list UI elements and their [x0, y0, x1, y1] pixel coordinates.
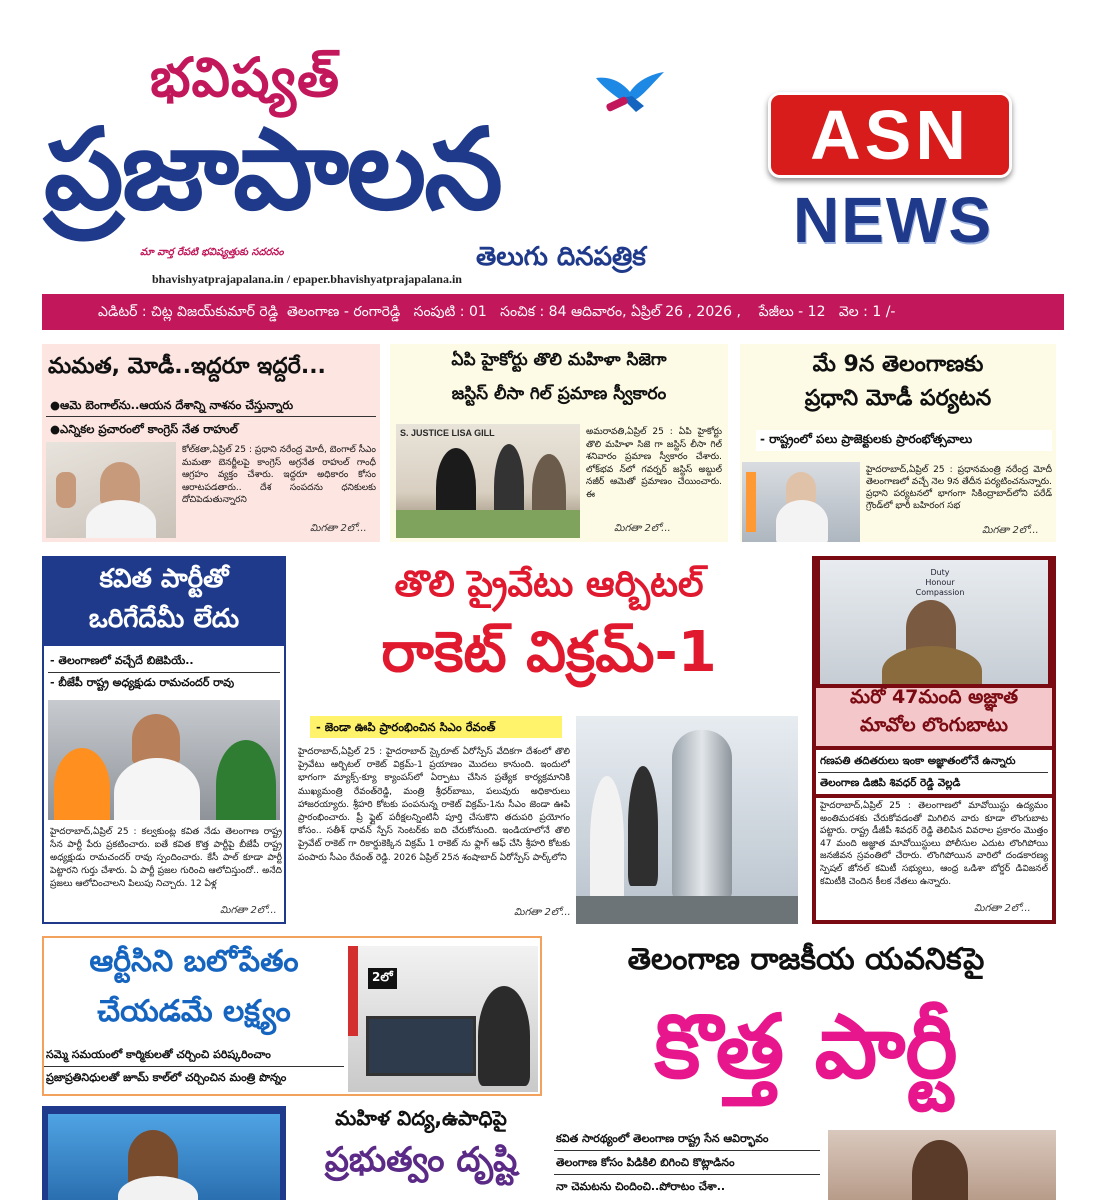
story-bullet: తెలంగాణ డిజిపి శివధర్ రెడ్డి వెల్లడి	[820, 777, 961, 789]
pm-modi-photo	[742, 462, 860, 542]
story-subhead: - రాష్ట్రంలో పలు ప్రాజెక్టులకు ప్రారంభోత్సవాలు	[756, 430, 1052, 451]
asn-news-logo	[768, 92, 1018, 258]
story-bullet: - తెలంగాణలో వచ్చేదే బిజెపియే..	[50, 654, 194, 667]
story-headline-main: రాకెట్ విక్రమ్-1	[381, 620, 717, 685]
masthead-title-top: భవిష్యత్	[150, 46, 340, 109]
story-mamata-modi	[42, 344, 380, 542]
rahul-gandhi-photo	[46, 442, 176, 538]
minister-ponnam-zoom-photo	[348, 946, 538, 1092]
masthead-title-main: ప్రజాపాలన	[44, 105, 501, 235]
story-new-party	[554, 936, 1058, 1118]
story-bullet: సమ్మె సమయంలో కార్మికులతో చర్చించి పరిష్కరించాం	[46, 1048, 271, 1061]
kavitha-photo	[828, 1130, 1056, 1200]
masthead-urls[interactable]: bhavishyatprajapalana.in / epaper.bhavishyatprajapalana.in	[152, 272, 462, 286]
justice-lisa-gill-photo	[396, 424, 580, 538]
asn-logo-text: ASN	[810, 96, 970, 174]
story-more-link[interactable]: మిగతా 2లో...	[220, 905, 277, 916]
story-body: హైదరాబాద్,ఏప్రిల్ 25 : ప్రధానమంత్రి నరేంద్ర మోదీ తెలంగాణలో వచ్చే నెల 9న తేదీన పర్యటించనున్నారు. ప్రధాని పర్యటనలో భాగంగా సికింద్రాబాద్‌లోని పరేడ్ గ్రౌండ్‌లో భారీ బహిరంగ సభ	[866, 465, 1052, 511]
story-bullet: తెలంగాణ కోసం పిడికిలి బిగించి కొట్లాడినం	[556, 1156, 735, 1169]
story-more-link[interactable]: మిగతా 2లో...	[982, 525, 1039, 536]
story-bullet: నా చెమటను చిందించి..పోరాటం చేశా..	[556, 1180, 726, 1193]
story-headline: ఏపి హైకోర్టు తొలి మహిళా సిజెగా	[451, 350, 667, 370]
photo-caption: S. JUSTICE LISA GILL	[400, 428, 495, 438]
story-kavitha-telangana-sena	[554, 1126, 820, 1200]
photo-text: Honour	[925, 578, 955, 587]
story-body: హైదరాబాద్,ఏప్రిల్ 25 : తెలంగాణలో మావోయిస్టు ఉద్యమం అంతిమదశకు చేరుకోవడంతో మిగిలిన వారు కూడా లొంగుబాట పట్టారు. రాష్ట్ర డీజీపీ శివధర్ రెడ్డి తెలిపిన వివరాల ప్రకారం మొత్తం 47 మంది అజ్ఞాత మావోయిస్టులు పోలీసుల ఎదుట లొంగిపోయి జనజీవన స్రవంతిలో చేరారు. లొంగిపోయిన వారిలో దండకారణ్య స్పెషల్ జోనల్ కమిటీ సభ్యులు, ఆంధ్ర ఒడిశా బోర్డర్ డివిజనల్ కమిటీకి చెందిన కీలక నేతలు ఉన్నారు.	[820, 801, 1048, 887]
photo-badge: 2లో	[368, 968, 397, 989]
ramchander-rao-photo	[48, 700, 280, 820]
story-headline-main: కొత్త పార్టీ	[654, 995, 958, 1098]
story-modi-visit	[740, 344, 1056, 542]
story-headline: మావోల లొంగుబాటు	[860, 714, 1008, 736]
story-body: హైదరాబాద్,ఏప్రిల్ 25 : హైదరాబాద్ స్కైరూట్ ఏరోస్పేస్ వేదికగా దేశంలో తొలి ప్రైవేటు ఆర్బిటల్ రాకెట్ విక్రమ్-1 ప్రయాణం మొదలు కానుంది. ఇందులో భాగంగా మ్యాక్స్-క్యూ క్యాంపస్‌లో ఏర్పాటు చేసిన ప్రత్యేక కార్యక్రమానికి ముఖ్యమంత్రి రేవంత్‌రెడ్డి, మంత్రి శ్రీధర్‌బాబు, పలువురు అధికారులు హాజరయ్యారు. శ్రీహరి కోటకు పంపనున్న రాకెట్ విక్రమ్-1ను సీఎం జెండా ఊపి ప్రారంభించారు. ప్రీ ఫ్లైట్ పరీక్షలన్నింటినీ పూర్తి చేసుకొని తదుపరి ప్రయోగం కోసం.. సతీశ్ ధావన్ స్పేస్ సెంటర్‌కు ఐది చేరుకోనుంది. ఇండియాలోనే తొలి ప్రైవేట్ రాకెట్ గా రికార్డుకెక్కిన విక్రమ్ 1 రాకెట్ ను ఫ్లాగ్ ఆఫ్ చేసి శ్రీహరి కోటకు పంపారు సీఎం రేవంత్ రెడ్డి. 2026 ఏప్రిల్ 25న శంషాబాద్ ఏరోస్పేస్ పార్క్‌లోని	[298, 747, 570, 863]
story-bullet: ●ఎన్నికల ప్రచారంలో కాంగ్రెస్ నేత రాహుల్	[50, 422, 238, 436]
story-headline: ప్రభుత్వం దృష్టి	[324, 1140, 518, 1180]
photo-text: Compassion	[915, 588, 965, 597]
story-ap-high-court	[390, 344, 728, 542]
story-bullet: ●ఆమె బెంగాల్‌ను..ఆయన దేశాన్ని నాశనం చేస్తున్నారు	[50, 398, 294, 412]
masthead-subtitle: తెలుగు దినపత్రిక	[476, 242, 646, 272]
story-maoist-surrender	[812, 556, 1056, 924]
story-headline: మమత, మోడీ..ఇద్దరూ ఇద్దరే...	[48, 354, 326, 379]
speaker-photo	[48, 1114, 280, 1200]
info-bar	[42, 294, 1064, 330]
story-more-link[interactable]: మిగతా 2లో...	[310, 523, 367, 534]
story-bullet: ప్రజాప్రతినిధులతో జూమ్ కాల్‌లో చర్చించిన మంత్రి పొన్నం	[46, 1071, 287, 1084]
story-bullet: గణపతి తదితరులు ఇంకా అజ్ఞాతంలోనే ఉన్నారు	[820, 755, 1016, 767]
story-headline: మరో 47మంది అజ్ఞాత	[849, 686, 1019, 708]
story-vikram-rocket	[296, 556, 802, 924]
story-headline: జస్టిస్ లీసా గిల్ ప్రమాణ స్వీకారం	[451, 384, 667, 404]
story-headline: మే 9న తెలంగాణకు	[812, 352, 984, 377]
story-headline: ఒరిగేదేమీ లేదు	[88, 604, 240, 634]
story-body: అమరావతి,ఏప్రిల్ 25 : ఏపి హైకోర్టు తొలి మహిళా సిజె గా జస్టిస్ లీసా గిల్ శనివారం ప్రమాణ స్వీకారం చేశారు. లోక్‌భవ న్‌లో గవర్నర్ జస్టిస్ అబ్దుల్ నజీర్ ఆమెతో ప్రమాణం చేయించారు. ఈ	[586, 427, 722, 500]
rocket-launch-photo	[576, 716, 798, 924]
info-bar-text: ఎడిటర్ : చిట్ల విజయ్‌కుమార్ రెడ్డి తెలంగాణ - రంగారెడ్డి సంపుటి : 01 సంచిక : 84 ఆదివారం, ఏప్రిల్ 26 , 2026 , పేజీలు - 12 వెల : 1 /-	[98, 304, 896, 320]
story-bullet: - బీజేపీ రాష్ట్ర అధ్యక్షుడు రామచందర్ రావు	[50, 676, 235, 689]
masthead-tagline: మా వార్త రేపటి భవిష్యత్తుకు సదరనం	[140, 247, 284, 258]
story-more-link[interactable]: మిగతా 2లో...	[974, 903, 1031, 914]
story-more-link[interactable]: మిగతా 2లో...	[514, 907, 571, 918]
story-headline: మహిళ విద్య,ఉపాధిపై	[335, 1106, 507, 1130]
story-headline: కవిత పార్టీతో	[99, 564, 229, 594]
story-more-link[interactable]: మిగతా 2లో...	[614, 523, 671, 534]
story-headline: ప్రధాని మోడీ పర్యటన	[804, 386, 992, 411]
story-headline: చేయడమే లక్ష్యం	[97, 994, 291, 1029]
story-rtc	[42, 936, 542, 1096]
story-subhead: - జెండా ఊపి ప్రారంభించిన సిఎం రేవంత్	[310, 716, 562, 738]
news-logo-text: NEWS	[793, 184, 993, 256]
story-bullet: కవిత సారథ్యంలో తెలంగాణ రాష్ట్ర సేన ఆవిర్భావం	[556, 1132, 769, 1145]
story-body: కోల్‌కతా,ఏప్రిల్ 25 : ప్రధాని నరేంద్ర మోదీ, బెంగాల్ సీఎం మమతా బెనర్జీలపై కాంగ్రెస్ అగ్రనేత రాహుల్ గాంధీ ఆగ్రహం వ్యక్తం చేశారు. ఇద్దరూ అధికారం కోసం ఆరాటపడతారు.. దేశ సంపదను ధనికులకు దోచిపెడుతున్నారని	[182, 445, 376, 505]
story-kavitha-party	[42, 556, 286, 924]
story-headline: తొలి ప్రైవేటు ఆర్బిటల్	[394, 564, 704, 605]
dgp-shivadhar-reddy-photo	[820, 560, 1048, 684]
photo-text: Duty	[930, 568, 950, 577]
masthead	[0, 0, 1107, 300]
story-women-photo-left	[42, 1106, 286, 1200]
story-women-education	[296, 1106, 546, 1200]
story-body: హైదరాబాద్,ఏప్రిల్ 25 : కల్వకుంట్ల కవిత నేడు తెలంగాణ రాష్ట్ర సేన పార్టీ పేరు ప్రకటించారు. ఐతే కవిత కొత్త పార్టీపై బీజేపీ రాష్ట్ర అధ్యక్షుడు రామచందర్ రావు స్పందించారు. కేసీ పాల్ కూడా పార్టీ పెట్టారని గుర్తు చేశారు. ఏ పార్టీ ప్రజల గురించి ఆలోచిస్తుందో.. అనేది ప్రజలు ఆలోచించాలని పిలుపు నిచ్చారు. 12 ఏళ్ల	[50, 827, 282, 889]
story-headline: ఆర్టీసిని బలోపేతం	[89, 944, 299, 979]
story-headline: తెలంగాణ రాజకీయ యవనికపై	[627, 942, 985, 977]
